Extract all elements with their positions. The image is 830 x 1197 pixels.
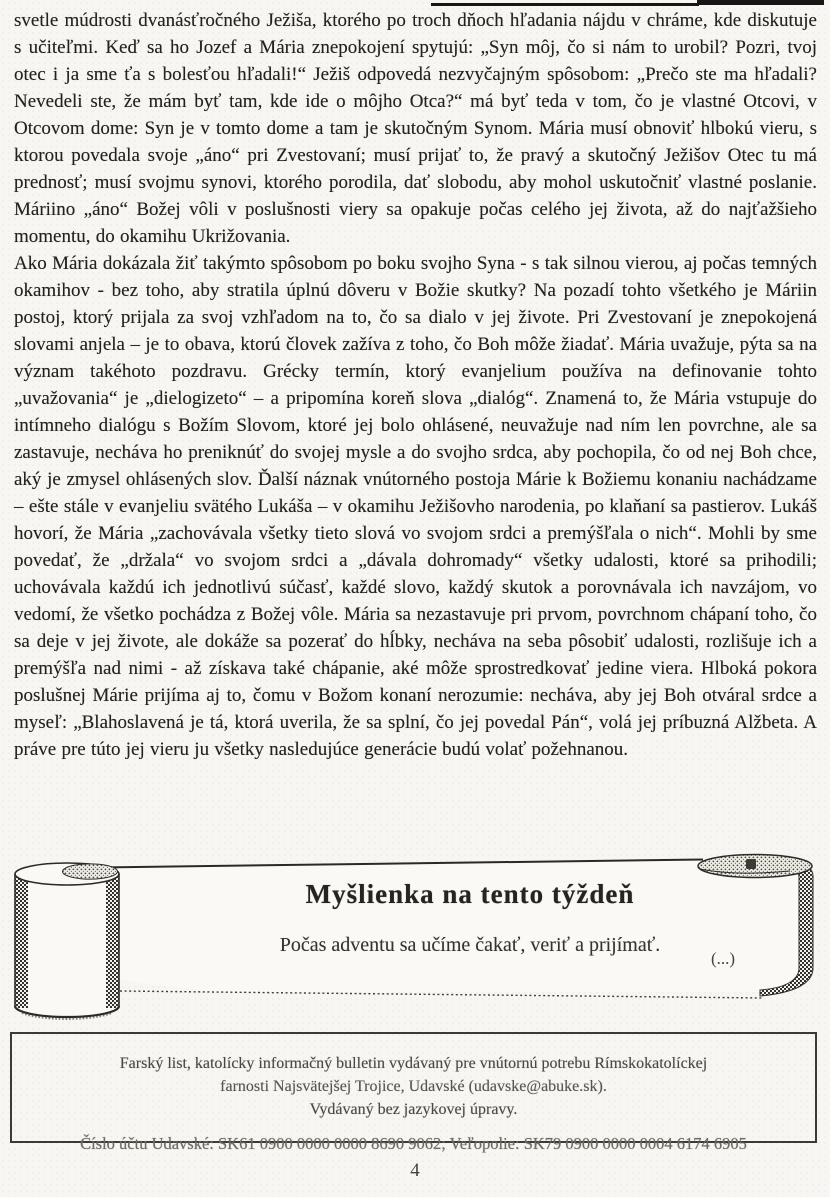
top-edge-rule-right [697,0,824,5]
imprint-line: farnosti Najsvätejšej Trojice, Udavské (udavske@abuke.sk). [220,1078,607,1095]
imprint-line: Vydávaný bez jazykovej úpravy. [309,1101,518,1118]
page-number: 4 [410,1160,420,1181]
imprint-line: Farský list, katolícky informačný bulletin vydávaný pre vnútornú potrebu Rímskokatolíckej [119,1055,708,1072]
top-edge-rule-left [431,3,699,6]
article-paragraph: svetle múdrosti dvanásťročného Ježiša, ktorého po troch dňoch hľadania nájdu v chráme, kde diskutuje s učiteľmi. Keď sa ho Jozef a Mária znepokojení spytujú: „Syn môj, čo si nám to urobil? Pozri, tvoj otec i ja sme ťa s bolesťou hľadali!“ Ježiš odpovedá nezvyčajným spôsobom: „Prečo ste ma hľadali? Nevedeli ste, že mám byť tam, kde ide o môjho Otca?“ má byť teda v tom, čo je vlastné Otcovi, v Otcovom dome: Syn je v tomto dome a tam je skutočným Synom. Mária musí obnoviť hlbokú vieru, s ktorou povedala svoje „áno“ pri Zvestovaní; musí prijať to, že pravý a skutočný Ježišov Otec tu má prednosť; musí svojmu synovi, ktorého porodila, dať slobodu, aby mohol uskutočniť vlastné poslanie. Máriino „áno“ Božej vôli v poslušnosti viery sa opakuje počas celého jej života, až do najťažšieho momentu, do okamihu Ukrižovania. [14,10,817,247]
banner-ellipsis-note: (...) [710,949,736,968]
article-paragraph: Ako Mária dokázala žiť takýmto spôsobom po boku svojho Syna - s tak silnou vierou, aj počas temných okamihov - bez toho, aby stratila úplnú dôveru v Božie skutky? Na pozadí tohto všetkého je Máriin postoj, ktorý prijala za svoj vzhľadom na to, čo sa dialo v jej živote. Pri Zvestovaní je znepokojená slovami anjela – je to obava, ktorú človek zažíva z toho, čo Boh môže žiadať. Mária uvažuje, pýta sa na význam takéhoto pozdravu. Grécky termín, ktorý evanjelium používa na definovanie tohto „uvažovania“ je „dielogizeto“ – a pripomína koreň slova „dialóg“. Znamená to, že Mária vstupuje do intímneho dialógu s Božím Slovom, ktoré jej bolo ohlásené, neuvažuje nad ním len povrchne, ale sa zastavuje, necháva ho preniknúť do svojej mysle a do svojho srdca, aby pochopila, čo od nej Boh chce, aký je zmysel ohlásených slov. Ďalší náznak vnútorného postoja Márie k Božiemu konaniu nachádzame – ešte stále v evanjeliu svätého Lukáša – v okamihu Ježišovho narodenia, po klaňaní sa pastierov. Lukáš hovorí, že Mária „zachovávala všetky tieto slová vo svojom srdci a premýšľala o nich“. Mohli by sme povedať, že „držala“ vo svojom srdci a „dávala dohromady“ všetky udalosti, ktoré sa prihodili; uchovávala každú ich jednotlivú súčasť, každé slovo, každý skutok a porovnávala ich navzájom, vo vedomí, že všetko pochádza z Božej vôle. Mária sa nezastavuje pri prvom, povrchnom chápaní toho, čo sa deje v jej živote, ale dokáže sa pozerať do hĺbky, necháva na seba pôsobiť udalosti, rozlišuje ich a premýšľa nad nimi - až získava také chápanie, aké môže sprostredkovať jedine viera. Hlboká pokora poslušnej Márie prijíma aj to, čomu v Božom konaní nerozumie: necháva, aby jej Boh otváral srdce a myseľ: „Blahoslavená je tá, ktorá uverila, že sa splní, čo jej povedal Pán“, volá jej príbuzná Alžbeta. A práve pre túto jej vieru ju všetky nasledujúce generácie budú volať požehnanou. [14,253,817,760]
banner-quote: Počas adventu sa učíme čakať, veriť a prijímať. [279,934,661,956]
article-text [14,7,817,763]
imprint-box [10,1032,817,1153]
account-numbers: Číslo účtu Udavské: SK61 0900 0000 0000 8690 9062; Veľopolie: SK79 0900 0000 0004 6174 6905 [80,1134,747,1153]
banner-title: Myšlienka na tento týždeň [305,879,635,909]
thought-of-week-banner [0,852,830,1030]
